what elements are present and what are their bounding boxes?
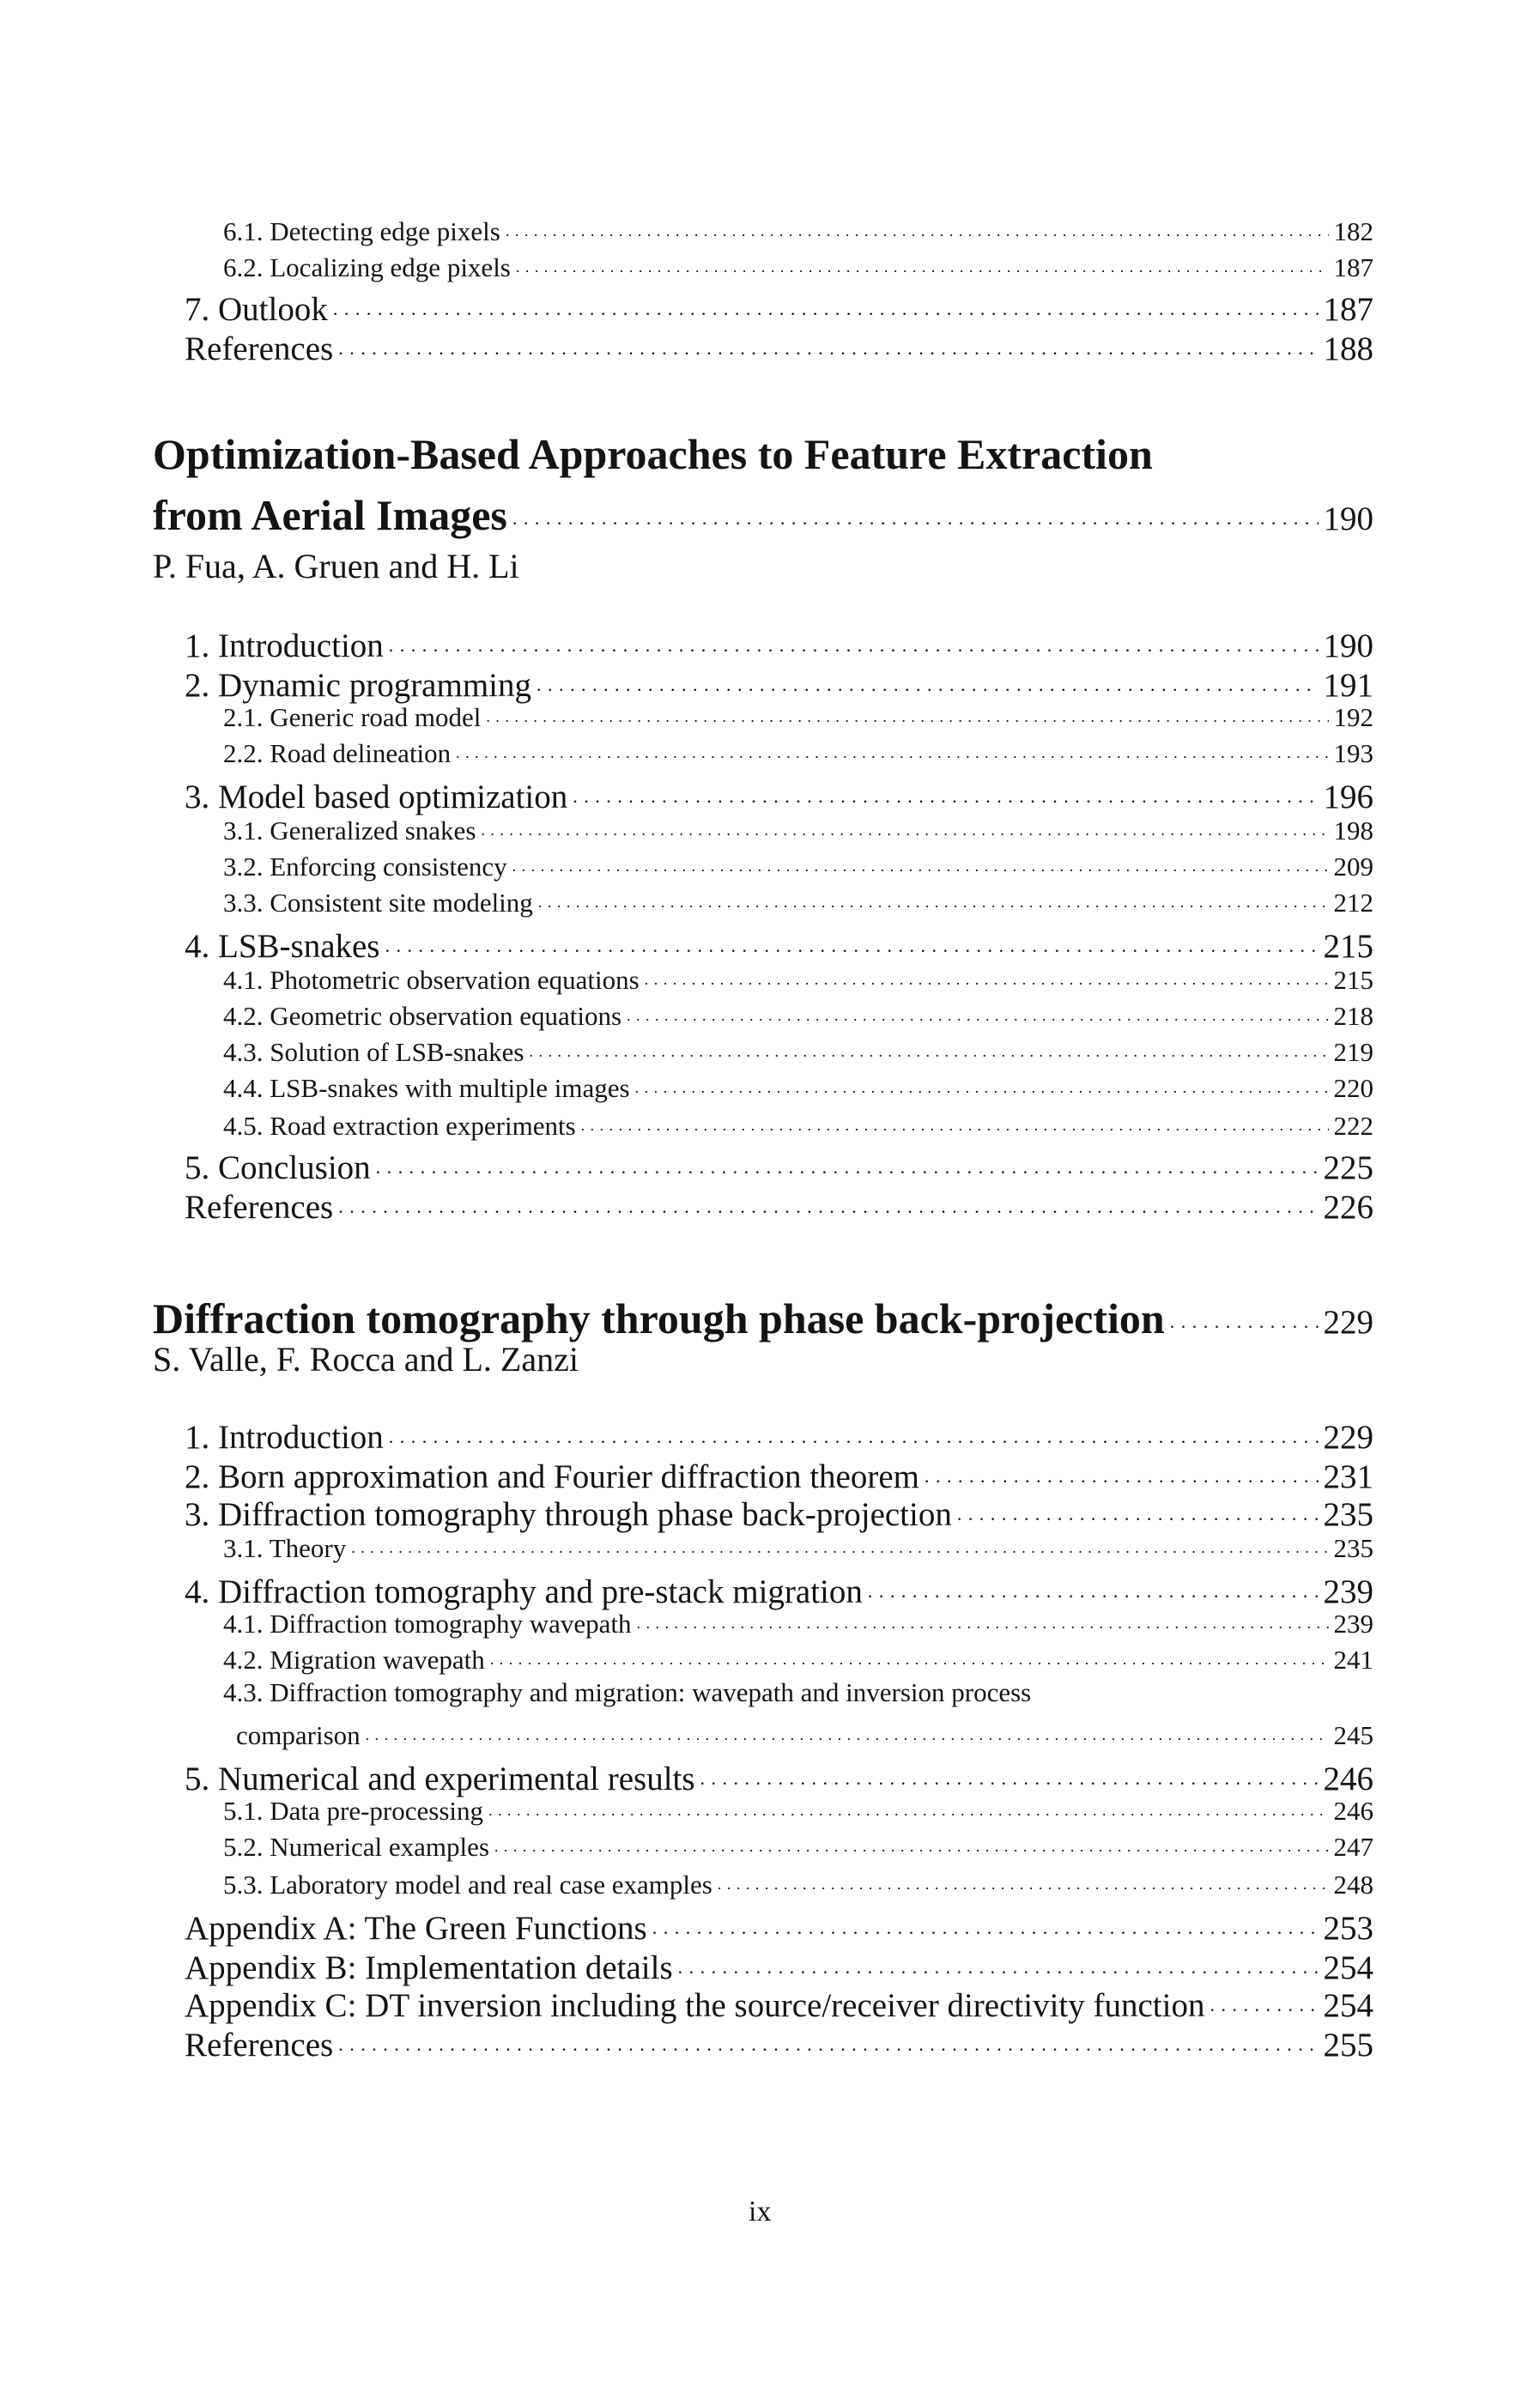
entry-page: 215	[1323, 927, 1373, 965]
entry-page: 191	[1323, 666, 1373, 704]
entry-page: 193	[1333, 738, 1373, 769]
leader-dots	[635, 1068, 1329, 1097]
entry-label: 1. Introduction	[185, 627, 384, 664]
entry-label: 4.2. Geometric observation equations	[223, 1001, 622, 1032]
toc-entry	[223, 996, 1373, 1032]
entry-label: 5. Numerical and experimental results	[185, 1760, 695, 1797]
leader-dots	[506, 211, 1329, 240]
toc-entry	[236, 1715, 1373, 1751]
entry-page: 222	[1333, 1111, 1373, 1142]
entry-page: 187	[1333, 252, 1373, 283]
entry-label: 1. Introduction	[185, 1418, 384, 1456]
toc-entry	[223, 882, 1373, 918]
chapter-title-row	[153, 482, 1373, 540]
toc-entry	[223, 810, 1373, 846]
entry-label: 4.4. LSB-snakes with multiple images	[223, 1073, 630, 1104]
entry-page: 246	[1333, 1796, 1373, 1827]
entry-label: Appendix B: Implementation details	[185, 1949, 673, 1986]
entry-label: 4.5. Road extraction experiments	[223, 1111, 576, 1142]
toc-entry	[223, 1032, 1373, 1068]
leader-dots	[516, 247, 1329, 276]
leader-dots	[389, 620, 1319, 657]
entry-label: 6.1. Detecting edge pixels	[223, 216, 500, 247]
chapter-title-row	[153, 1286, 1373, 1343]
chapter-authors: S. Valle, F. Rocca and L. Zanzi	[153, 1340, 579, 1379]
toc-entry	[223, 846, 1373, 882]
entry-label: 3. Model based optimization	[185, 778, 568, 815]
toc-entry	[185, 1902, 1373, 1948]
leader-dots	[925, 1451, 1319, 1488]
leader-dots	[488, 1791, 1328, 1820]
entry-label: Appendix A: The Green Functions	[185, 1909, 647, 1947]
entry-label: 3. Diffraction tomography through phase back-projection	[185, 1495, 952, 1533]
leader-dots	[333, 283, 1319, 320]
entry-label: 3.2. Enforcing consistency	[223, 852, 507, 882]
leader-dots	[678, 1942, 1319, 1979]
entry-label: Appendix C: DT inversion including the source/receiver directivity function	[185, 1986, 1205, 2024]
leader-dots	[581, 1106, 1329, 1135]
entry-page: 218	[1333, 1001, 1373, 1032]
entry-page: 219	[1333, 1037, 1373, 1068]
toc-entry	[185, 2019, 1373, 2064]
toc-entry	[223, 1603, 1373, 1640]
toc-entry	[223, 960, 1373, 996]
entry-page: 196	[1323, 778, 1373, 815]
toc-entry	[185, 1488, 1373, 1534]
leader-dots	[1170, 1286, 1319, 1333]
entry-page: 215	[1333, 965, 1373, 996]
entry-page: 239	[1323, 1573, 1373, 1610]
toc-entry	[185, 1181, 1373, 1227]
entry-page: 188	[1323, 330, 1373, 367]
toc-entry	[223, 1827, 1373, 1863]
toc-entry	[185, 283, 1373, 329]
entry-page: 245	[1333, 1720, 1373, 1751]
toc-entry	[185, 323, 1373, 368]
entry-label: 4.2. Migration wavepath	[223, 1645, 485, 1676]
entry-page: 248	[1333, 1870, 1373, 1900]
entry-page: 226	[1323, 1188, 1373, 1226]
toc-entry	[185, 620, 1373, 665]
entry-page: 225	[1323, 1149, 1373, 1186]
entry-label: References	[185, 2026, 334, 2064]
entry-page: 182	[1333, 216, 1373, 247]
leader-dots	[627, 996, 1328, 1025]
entry-page: 212	[1333, 888, 1373, 918]
entry-label: 4. Diffraction tomography and pre-stack migration	[185, 1573, 863, 1610]
entry-page: 254	[1323, 1986, 1373, 2024]
entry-label: 5.2. Numerical examples	[223, 1832, 489, 1863]
entry-page: 198	[1333, 815, 1373, 846]
leader-dots	[718, 1864, 1329, 1894]
entry-page: 192	[1333, 702, 1373, 733]
leader-dots	[490, 1640, 1329, 1669]
leader-dots	[456, 733, 1328, 762]
toc-entry	[185, 1979, 1373, 2025]
entry-page: 254	[1323, 1949, 1373, 1986]
toc-entry	[223, 1106, 1373, 1142]
toc-entry	[185, 1142, 1373, 1187]
leader-dots	[512, 846, 1329, 876]
leader-dots	[538, 882, 1329, 912]
leader-dots	[637, 1603, 1329, 1633]
toc-entry	[223, 1640, 1373, 1676]
entry-label: 4.3. Diffraction tomography and migration: wavepath and inversion process	[223, 1677, 1032, 1707]
toc-entry	[223, 1864, 1373, 1900]
entry-page: 247	[1333, 1832, 1373, 1863]
entry-page: 239	[1333, 1609, 1373, 1640]
leader-dots	[494, 1827, 1329, 1856]
chapter-page: 190	[1323, 500, 1373, 537]
leader-dots	[868, 1566, 1319, 1603]
entry-page: 229	[1323, 1418, 1373, 1456]
leader-dots	[529, 1032, 1328, 1061]
entry-label: 2. Born approximation and Fourier diffraction theorem	[185, 1458, 919, 1495]
entry-label: 5.3. Laboratory model and real case examples	[223, 1870, 712, 1900]
entry-page: 190	[1323, 627, 1373, 664]
leader-dots	[700, 1753, 1319, 1790]
toc-entry	[185, 1411, 1373, 1457]
entry-page: 255	[1323, 2026, 1373, 2064]
entry-label: 5. Conclusion	[185, 1149, 371, 1186]
entry-label: 3.1. Theory	[223, 1533, 347, 1564]
entry-label: 5.1. Data pre-processing	[223, 1796, 484, 1827]
leader-dots	[652, 1902, 1319, 1939]
entry-page: 241	[1333, 1645, 1373, 1676]
leader-dots	[389, 1411, 1319, 1448]
entry-label: 4.1. Photometric observation equations	[223, 965, 640, 996]
leader-dots	[957, 1488, 1319, 1525]
entry-label: 2. Dynamic programming	[185, 666, 531, 704]
entry-page: 231	[1323, 1458, 1373, 1495]
chapter-title: Optimization-Based Approaches to Feature Extraction	[153, 430, 1153, 478]
toc-entry	[223, 733, 1373, 769]
leader-dots	[338, 323, 1318, 360]
entry-label: 2.2. Road delineation	[223, 738, 452, 769]
entry-page: 246	[1323, 1760, 1373, 1797]
leader-dots	[573, 771, 1318, 808]
leader-dots	[351, 1528, 1328, 1557]
entry-page: 235	[1323, 1495, 1373, 1533]
toc-entry	[223, 1528, 1373, 1564]
entry-label: 6.2. Localizing edge pixels	[223, 252, 511, 283]
leader-dots	[338, 2019, 1318, 2056]
chapter-title-line2: from Aerial Images	[153, 491, 507, 539]
toc-entry	[185, 771, 1373, 816]
entry-page: 209	[1333, 852, 1373, 882]
entry-label: 3.1. Generalized snakes	[223, 815, 476, 846]
toc-entry	[223, 211, 1373, 247]
entry-label: 4.3. Solution of LSB-snakes	[223, 1037, 524, 1068]
entry-label: References	[185, 1188, 334, 1226]
leader-dots	[366, 1715, 1329, 1744]
entry-page: 235	[1333, 1533, 1373, 1564]
leader-dots	[512, 482, 1319, 530]
entry-label: References	[185, 330, 334, 367]
leader-dots	[338, 1181, 1318, 1218]
chapter-page: 229	[1323, 1304, 1373, 1341]
leader-dots	[481, 810, 1328, 839]
toc-entry	[223, 1791, 1373, 1827]
page-folio: ix	[749, 2196, 772, 2227]
toc-entry	[223, 247, 1373, 283]
entry-page: 220	[1333, 1073, 1373, 1104]
entry-label: 7. Outlook	[185, 290, 328, 328]
toc-entry	[223, 1677, 1373, 1708]
leader-dots	[385, 920, 1319, 957]
leader-dots	[645, 960, 1329, 989]
entry-label: 4. LSB-snakes	[185, 927, 380, 965]
entry-label: 4.1. Diffraction tomography wavepath	[223, 1609, 632, 1640]
entry-page: 187	[1323, 290, 1373, 328]
chapter-title: Diffraction tomography through phase back-projection	[153, 1294, 1165, 1343]
leader-dots	[376, 1142, 1319, 1179]
leader-dots	[537, 659, 1319, 696]
chapter-authors: P. Fua, A. Gruen and H. Li	[153, 547, 519, 585]
toc-entry	[223, 697, 1373, 733]
entry-label: 3.3. Consistent site modeling	[223, 888, 533, 918]
leader-dots	[486, 697, 1328, 726]
entry-label: comparison	[236, 1720, 361, 1751]
entry-label: 2.1. Generic road model	[223, 702, 482, 733]
toc-entry	[185, 920, 1373, 966]
toc-entry	[223, 1068, 1373, 1104]
leader-dots	[1210, 1979, 1318, 2016]
entry-page: 253	[1323, 1909, 1373, 1947]
